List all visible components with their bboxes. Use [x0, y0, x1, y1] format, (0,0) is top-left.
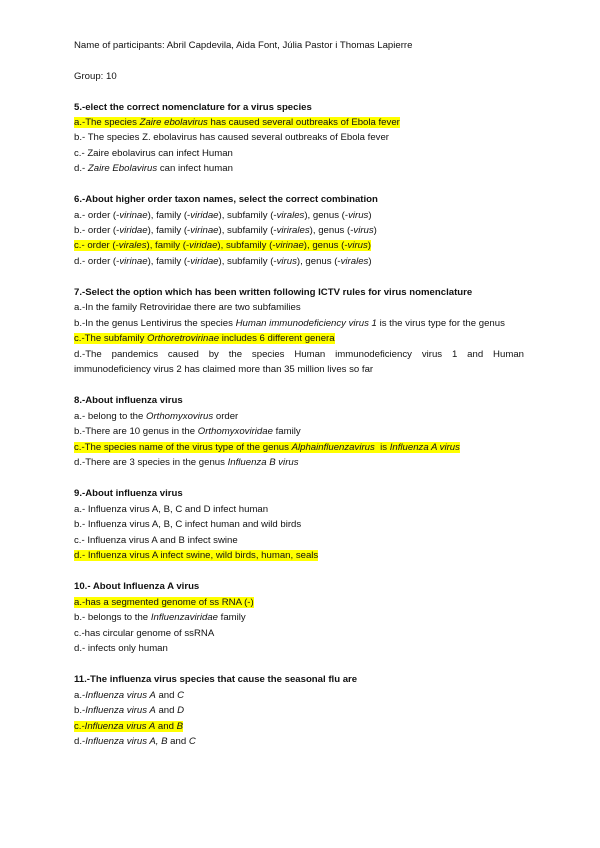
- question-5-title: 5.-elect the correct nomenclature for a virus species: [74, 102, 312, 113]
- participants-line: Name of participants: Abril Capdevila, Aida Font, Júlia Pastor i Thomas Lapierre: [74, 40, 413, 51]
- q10-option-b: b.- belongs to the Influenzaviridae family: [74, 612, 246, 623]
- q10-option-c: c.-has circular genome of ssRNA: [74, 628, 215, 639]
- q9-option-d: d.- Influenza virus A infect swine, wild birds, human, seals: [74, 550, 319, 561]
- q8-option-b: b.-There are 10 genus in the Orthomyxoviridae family: [74, 426, 301, 437]
- q6-option-a: a.- order (-virinae), family (-viridae), subfamily (-virales), genus (-virus): [74, 210, 372, 221]
- q6-option-d: d.- order (-virinae), family (-viridae), subfamily (-virus), genus (-virales): [74, 256, 372, 267]
- q11-option-a: a.-Influenza virus A and C: [74, 690, 185, 701]
- q7-option-c: c.-The subfamily Orthoretrovirinae includes 6 different genera: [74, 333, 335, 344]
- q8-option-d: d.-There are 3 species in the genus Influenza B virus: [74, 457, 299, 468]
- q11-option-b: b.-Influenza virus A and D: [74, 705, 185, 716]
- question-9-title: 9.-About influenza virus: [74, 488, 183, 499]
- q7-option-b: b.-In the genus Lentivirus the species Human immunodeficiency virus 1 is the virus type for the genus: [74, 318, 505, 329]
- q11-option-c: c.-Influenza virus A and B: [74, 721, 183, 732]
- q5-option-b: b.- The species Z. ebolavirus has caused several outbreaks of Ebola fever: [74, 132, 389, 143]
- q10-option-a: a.-has a segmented genome of ss RNA (-): [74, 597, 254, 608]
- question-10-title: 10.- About Influenza A virus: [74, 581, 200, 592]
- q7-option-a: a.-In the family Retroviridae there are two subfamilies: [74, 302, 301, 313]
- q5-option-c: c.- Zaire ebolavirus can infect Human: [74, 148, 233, 159]
- q6-option-b: b.- order (-viridae), family (-virinae), subfamily (-virirales), genus (-virus): [74, 225, 377, 236]
- question-7-title: 7.-Select the option which has been written following ICTV rules for virus nomenclature: [74, 287, 473, 298]
- question-6-title: 6.-About higher order taxon names, select the correct combination: [74, 194, 378, 205]
- q11-option-d: d.-Influenza virus A, B and C: [74, 736, 196, 747]
- q6-option-c: c.- order (-virales), family (-viridae), subfamily (-virinae), genus (-virus): [74, 240, 371, 251]
- q8-option-a: a.- belong to the Orthomyxovirus order: [74, 411, 239, 422]
- question-8-title: 8.-About influenza virus: [74, 395, 183, 406]
- q9-option-a: a.- Influenza virus A, B, C and D infect human: [74, 504, 269, 515]
- q9-option-b: b.- Influenza virus A, B, C infect human and wild birds: [74, 519, 302, 530]
- q10-option-d: d.- infects only human: [74, 643, 168, 654]
- q7-option-d-line1: d.-The pandemics caused by the species Human immunodeficiency virus 1 and Human: [74, 349, 524, 360]
- q7-option-d-line2: immunodeficiency virus 2 has claimed more than 35 million lives so far: [74, 364, 374, 375]
- question-11-title: 11.-The influenza virus species that cause the seasonal flu are: [74, 674, 358, 685]
- q9-option-c: c.- Influenza virus A and B infect swine: [74, 535, 238, 546]
- q8-option-c: c.-The species name of the virus type of the genus Alphainfluenzavirus is Influenza A virus: [74, 442, 460, 453]
- group-line: Group: 10: [74, 71, 117, 82]
- q5-option-d: d.- Zaire Ebolavirus can infect human: [74, 163, 233, 174]
- q5-option-a: a.-The species Zaire ebolavirus has caused several outbreaks of Ebola fever: [74, 117, 400, 128]
